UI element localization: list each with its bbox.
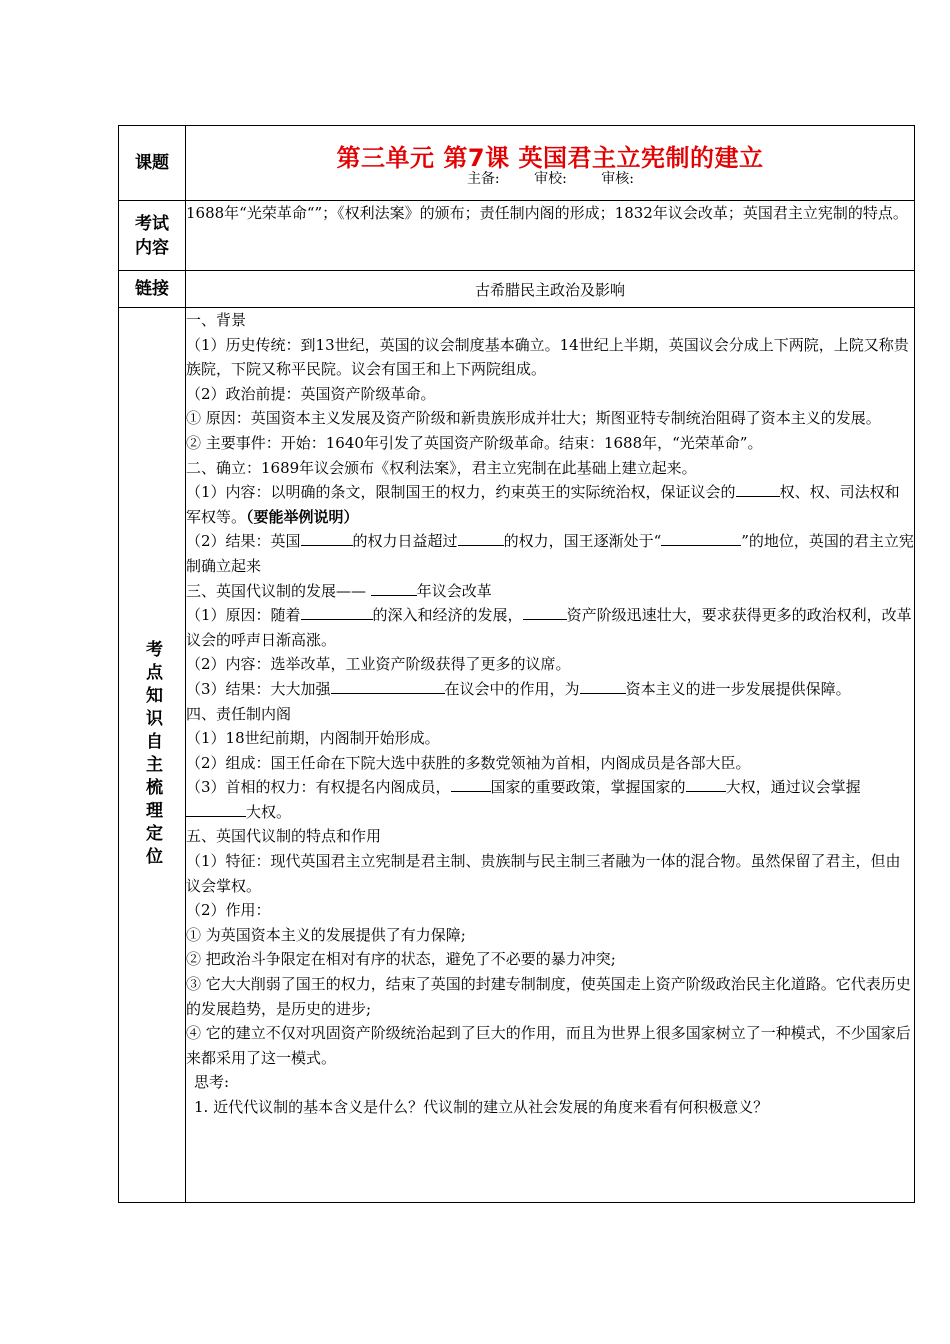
fill-blank[interactable] <box>301 529 353 546</box>
paragraph: （1）原因：随着 的深入和经济的发展， 资产阶级迅速壮大，要求获得更多的政治权利，改革议会的呼声日渐高涨。 <box>186 603 914 652</box>
fill-blank[interactable] <box>580 677 626 694</box>
think-heading: 思考: <box>194 1073 230 1092</box>
review2-label: 审核: <box>601 171 634 187</box>
review1-label: 审校: <box>534 171 567 187</box>
fill-blank[interactable] <box>661 529 741 546</box>
fill-blank[interactable] <box>458 529 504 546</box>
paragraph: （2）结果：英国 的权力日益超过 的权力，国王逐渐处于“ ”的地位，英国的君主立宪制确立起来 <box>186 529 914 578</box>
fill-blank[interactable] <box>301 603 373 620</box>
paragraph: （2）组成：国王任命在下院大选中获胜的多数党领袖为首相，内阁成员是各部大臣。 <box>186 753 751 772</box>
prep-label: 主备: <box>466 171 500 187</box>
fill-blank[interactable] <box>186 800 246 817</box>
paragraph: （2）政治前提：英国资产阶级革命。 <box>186 384 436 403</box>
paragraph: ① 为英国资本主义的发展提供了有力保障; <box>186 925 466 944</box>
page-title: 第三单元 第7课 英国君主立宪制的建立 <box>336 144 764 172</box>
label-exam: 考试内容 <box>119 201 186 271</box>
paragraph: （1）历史传统：到13世纪，英国的议会制度基本确立。14世纪上半期，英国议会分成上下两院，上院又称贵族院，下院又称平民院。议会有国王和上下两院组成。 <box>186 335 909 379</box>
paragraph: （1）特征：现代英国君主立宪制是君主制、贵族制与民主制三者融为一体的混合物。虽然保留了君主，但由议会掌权。 <box>186 852 901 895</box>
section-heading: 一、背景 <box>186 311 247 329</box>
fill-blank[interactable] <box>686 775 726 792</box>
question-item: 1. 近代代议制的基本含义是什么？代议制的建立从社会发展的角度来看有何积极意义？ <box>194 1098 769 1116</box>
paragraph: ② 主要事件：开始：1640年引发了英国资产阶级革命。结束：1688年，“光荣革命”。 <box>186 433 763 452</box>
label-knowledge: 考点知识自主梳理定位 <box>119 308 186 1203</box>
exam-content: 1688年“光荣革命“”；《权利法案》的颁布；责任制内阁的形成；1832年议会改革；英国君主立宪制的特点。 <box>186 201 915 271</box>
paragraph: ② 把政治斗争限定在相对有序的状态，避免了不必要的暴力冲突; <box>186 950 616 969</box>
signoff-line <box>186 168 914 190</box>
link-text: 古希腊民主政治及影响 <box>186 271 915 308</box>
label-topic: 课题 <box>119 126 186 201</box>
fill-blank[interactable] <box>331 677 445 694</box>
section-heading: 四、责任制内阁 <box>186 704 292 723</box>
paragraph: （1）18世纪前期，内阁制开始形成。 <box>186 729 440 748</box>
lesson-sheet-table <box>118 125 915 1203</box>
paragraph: ④ 它的建立不仅对巩固资产阶级统治起到了巨大的作用，而且为世界上很多国家树立了一种模式，不少国家后来都采用了这一模式。 <box>186 1024 911 1067</box>
header-cell <box>186 126 915 201</box>
paragraph: （1）内容：以明确的条文，限制国王的权力，约束英王的实际统治权，保证议会的 权、权、司法权和军权等。（要能举例说明） <box>186 480 914 529</box>
fill-blank[interactable] <box>371 579 417 596</box>
fill-blank[interactable] <box>523 603 567 620</box>
section-heading: 二、确立：1689年议会颁布《权利法案》，君主立宪制在此基础上建立起来。 <box>186 458 697 477</box>
paragraph: ③ 它大大削弱了国王的权力，结束了英国的封建专制制度，使英国走上资产阶级政治民主化道路。它代表历史的发展趋势，是历史的进步; <box>186 975 911 1018</box>
paragraph: （2）作用： <box>186 901 271 920</box>
section-heading: 五、英国代议制的特点和作用 <box>186 827 382 846</box>
paragraph: ① 原因：英国资本主义发展及资产阶级和新贵族形成并壮大；斯图亚特专制统治阻碍了资本主义的发展。 <box>186 409 881 428</box>
knowledge-body <box>186 308 915 1203</box>
label-link: 链接 <box>119 271 186 308</box>
fill-blank[interactable] <box>736 480 780 497</box>
paragraph: （3）首相的权力：有权提名内阁成员， 国家的重要政策，掌握国家的 大权，通过议会掌握大权。 <box>186 775 914 824</box>
paragraph: （2）内容：选举改革，工业资产阶级获得了更多的议席。 <box>186 655 571 674</box>
fill-blank[interactable] <box>451 775 491 792</box>
section-heading: 三、英国代议制的发展—— 年议会改革 <box>186 579 914 604</box>
paragraph: （3）结果：大大加强 在议会中的作用，为 资本主义的进一步发展提供保障。 <box>186 677 914 702</box>
